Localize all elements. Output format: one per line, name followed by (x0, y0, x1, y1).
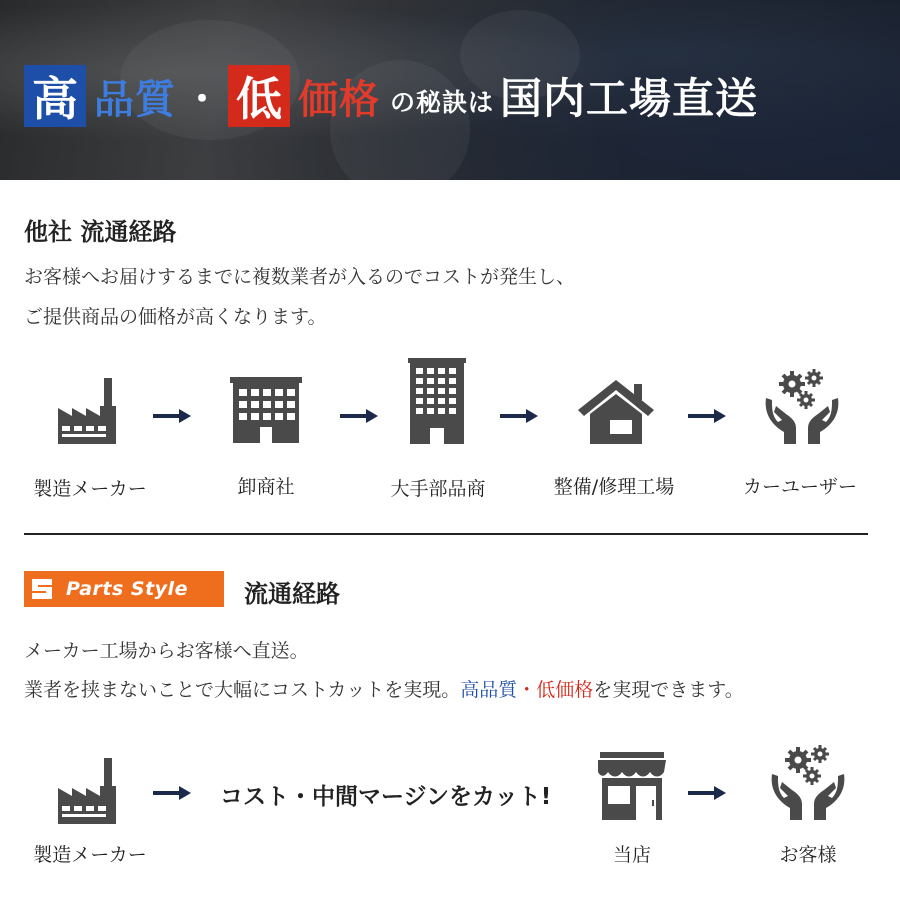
step-label-customer: お客様 (779, 844, 837, 866)
hero-banner (0, 0, 900, 180)
arrow-icon (688, 409, 726, 423)
cost-cut-text: コスト・中間マージンをカット! (220, 784, 552, 810)
arrow-icon (340, 409, 378, 423)
ours-line2: 業者を挟まないことで大幅にコストカットを実現。高品質・低価格を実現できます。 (24, 679, 744, 701)
step-label-maker-direct: 製造メーカー (33, 844, 147, 866)
others-line1: お客様へお届けするまでに複数業者が入るのでコストが発生し、 (24, 266, 576, 288)
hands-gears-icon (768, 744, 848, 820)
step-label-parts-dealer: 大手部品商 (390, 478, 486, 500)
office-building-icon (230, 377, 302, 443)
hero-secret: の秘訣は (390, 88, 495, 117)
step-label-our-shop: 当店 (612, 844, 651, 866)
brand-name: Parts Style (66, 578, 188, 600)
hero-price: 価格 (298, 76, 381, 123)
factory-icon (58, 378, 122, 444)
hero-dot: ・ (184, 78, 221, 120)
shop-icon (598, 752, 666, 820)
parts-style-logo (24, 571, 224, 607)
step-label-car-user: カーユーザー (742, 476, 857, 498)
arrow-icon (153, 786, 191, 800)
step-label-wholesaler: 卸商社 (237, 476, 295, 498)
ours-title: 流通経路 (244, 580, 340, 608)
hero-headline (24, 64, 758, 128)
hero-high-box: 高 (24, 65, 86, 127)
others-line2: ご提供商品の価格が高くなります。 (24, 306, 327, 328)
section-divider (24, 533, 868, 535)
parts-style-mark-icon (24, 571, 60, 607)
tall-building-icon (408, 358, 466, 444)
arrow-icon (153, 409, 191, 423)
others-title: 他社 流通経路 (24, 218, 177, 246)
arrow-icon (500, 409, 538, 423)
hero-low-box: 低 (228, 65, 290, 127)
step-label-repair-shop: 整備/修理工場 (553, 476, 675, 498)
factory-icon (58, 758, 122, 824)
arrow-icon (688, 786, 726, 800)
highlight-quality: 高品質 (460, 679, 518, 701)
hands-gears-icon (762, 368, 842, 444)
hero-direct: 国内工場直送 (500, 74, 759, 123)
house-icon (578, 380, 654, 444)
ours-line1: メーカー工場からお客様へ直送。 (24, 640, 309, 662)
step-label-maker: 製造メーカー (33, 478, 147, 500)
hero-quality: 品質 (94, 76, 176, 123)
highlight-price: 低価格 (536, 679, 594, 701)
